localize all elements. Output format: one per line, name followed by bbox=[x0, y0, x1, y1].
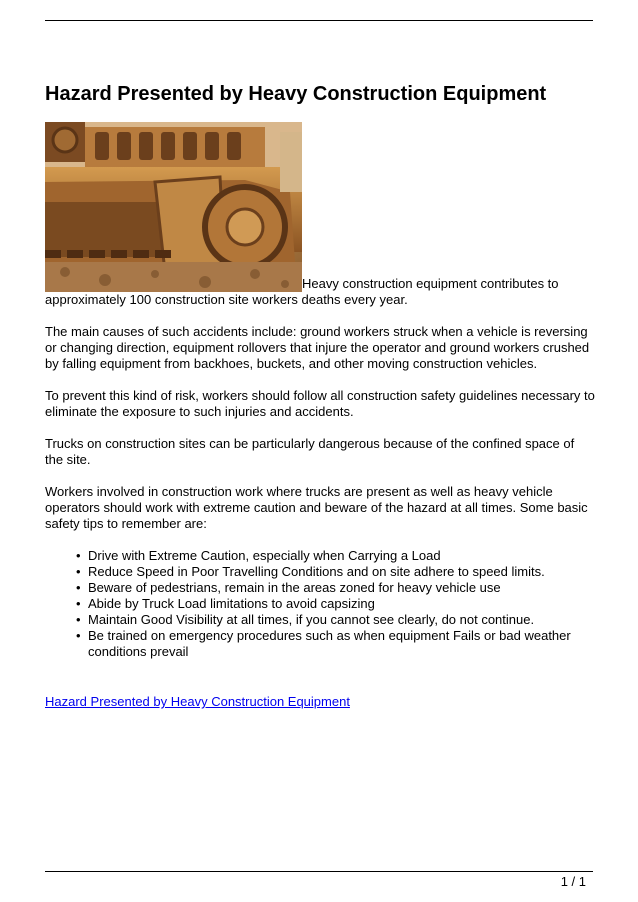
list-item-text: Be trained on emergency procedures such as when equipment Fails or bad weather conditions prevail bbox=[88, 628, 571, 659]
article-body bbox=[45, 122, 595, 710]
safety-tips-list bbox=[45, 548, 595, 660]
list-item-text: Abide by Truck Load limitations to avoid capsizing bbox=[88, 596, 375, 611]
paragraph-workers: Workers involved in construction work where trucks are present as well as heavy vehicle operators should work with extreme caution and beware of the hazard at all times. Some basic safety tips to remember are: bbox=[45, 484, 588, 531]
list-item bbox=[76, 628, 595, 660]
list-item bbox=[76, 596, 595, 612]
list-item bbox=[76, 564, 595, 580]
page-title: Hazard Presented by Heavy Construction Equipment bbox=[45, 83, 547, 105]
footer-rule bbox=[45, 871, 593, 872]
bullet-icon: • bbox=[76, 612, 81, 627]
bullet-icon: • bbox=[76, 580, 81, 595]
construction-equipment-photo bbox=[45, 122, 302, 292]
paragraph-prevention: To prevent this kind of risk, workers should follow all construction safety guidelines necessary to eliminate the exposure to such injuries and accidents. bbox=[45, 388, 595, 419]
source-link[interactable]: Hazard Presented by Heavy Construction Equipment bbox=[45, 694, 350, 709]
intro-text: Heavy construction equipment contributes to approximately 100 construction site workers deaths every year. bbox=[45, 276, 559, 307]
header-rule bbox=[45, 20, 593, 21]
list-item bbox=[76, 548, 595, 564]
bullet-icon: • bbox=[76, 548, 81, 563]
list-item-text: Maintain Good Visibility at all times, if you cannot see clearly, do not continue. bbox=[88, 612, 535, 627]
page-number: 1 / 1 bbox=[560, 874, 586, 889]
bullet-icon: • bbox=[76, 628, 81, 643]
paragraph-causes: The main causes of such accidents include: ground workers struck when a vehicle is reversing or changing direction, equipment rollovers that injure the operator and ground workers crushed by falling equipment from backhoes, buckets, and other moving construction vehicles. bbox=[45, 324, 590, 371]
paragraph-trucks: Trucks on construction sites can be particularly dangerous because of the confined space of the site. bbox=[45, 436, 575, 467]
bullet-icon: • bbox=[76, 564, 81, 579]
list-item bbox=[76, 612, 595, 628]
list-item-text: Drive with Extreme Caution, especially when Carrying a Load bbox=[88, 548, 441, 563]
bullet-icon: • bbox=[76, 596, 81, 611]
list-item bbox=[76, 580, 595, 596]
intro-paragraph bbox=[45, 122, 595, 308]
list-item-text: Beware of pedestrians, remain in the areas zoned for heavy vehicle use bbox=[88, 580, 501, 595]
list-item-text: Reduce Speed in Poor Travelling Conditions and on site adhere to speed limits. bbox=[88, 564, 545, 579]
